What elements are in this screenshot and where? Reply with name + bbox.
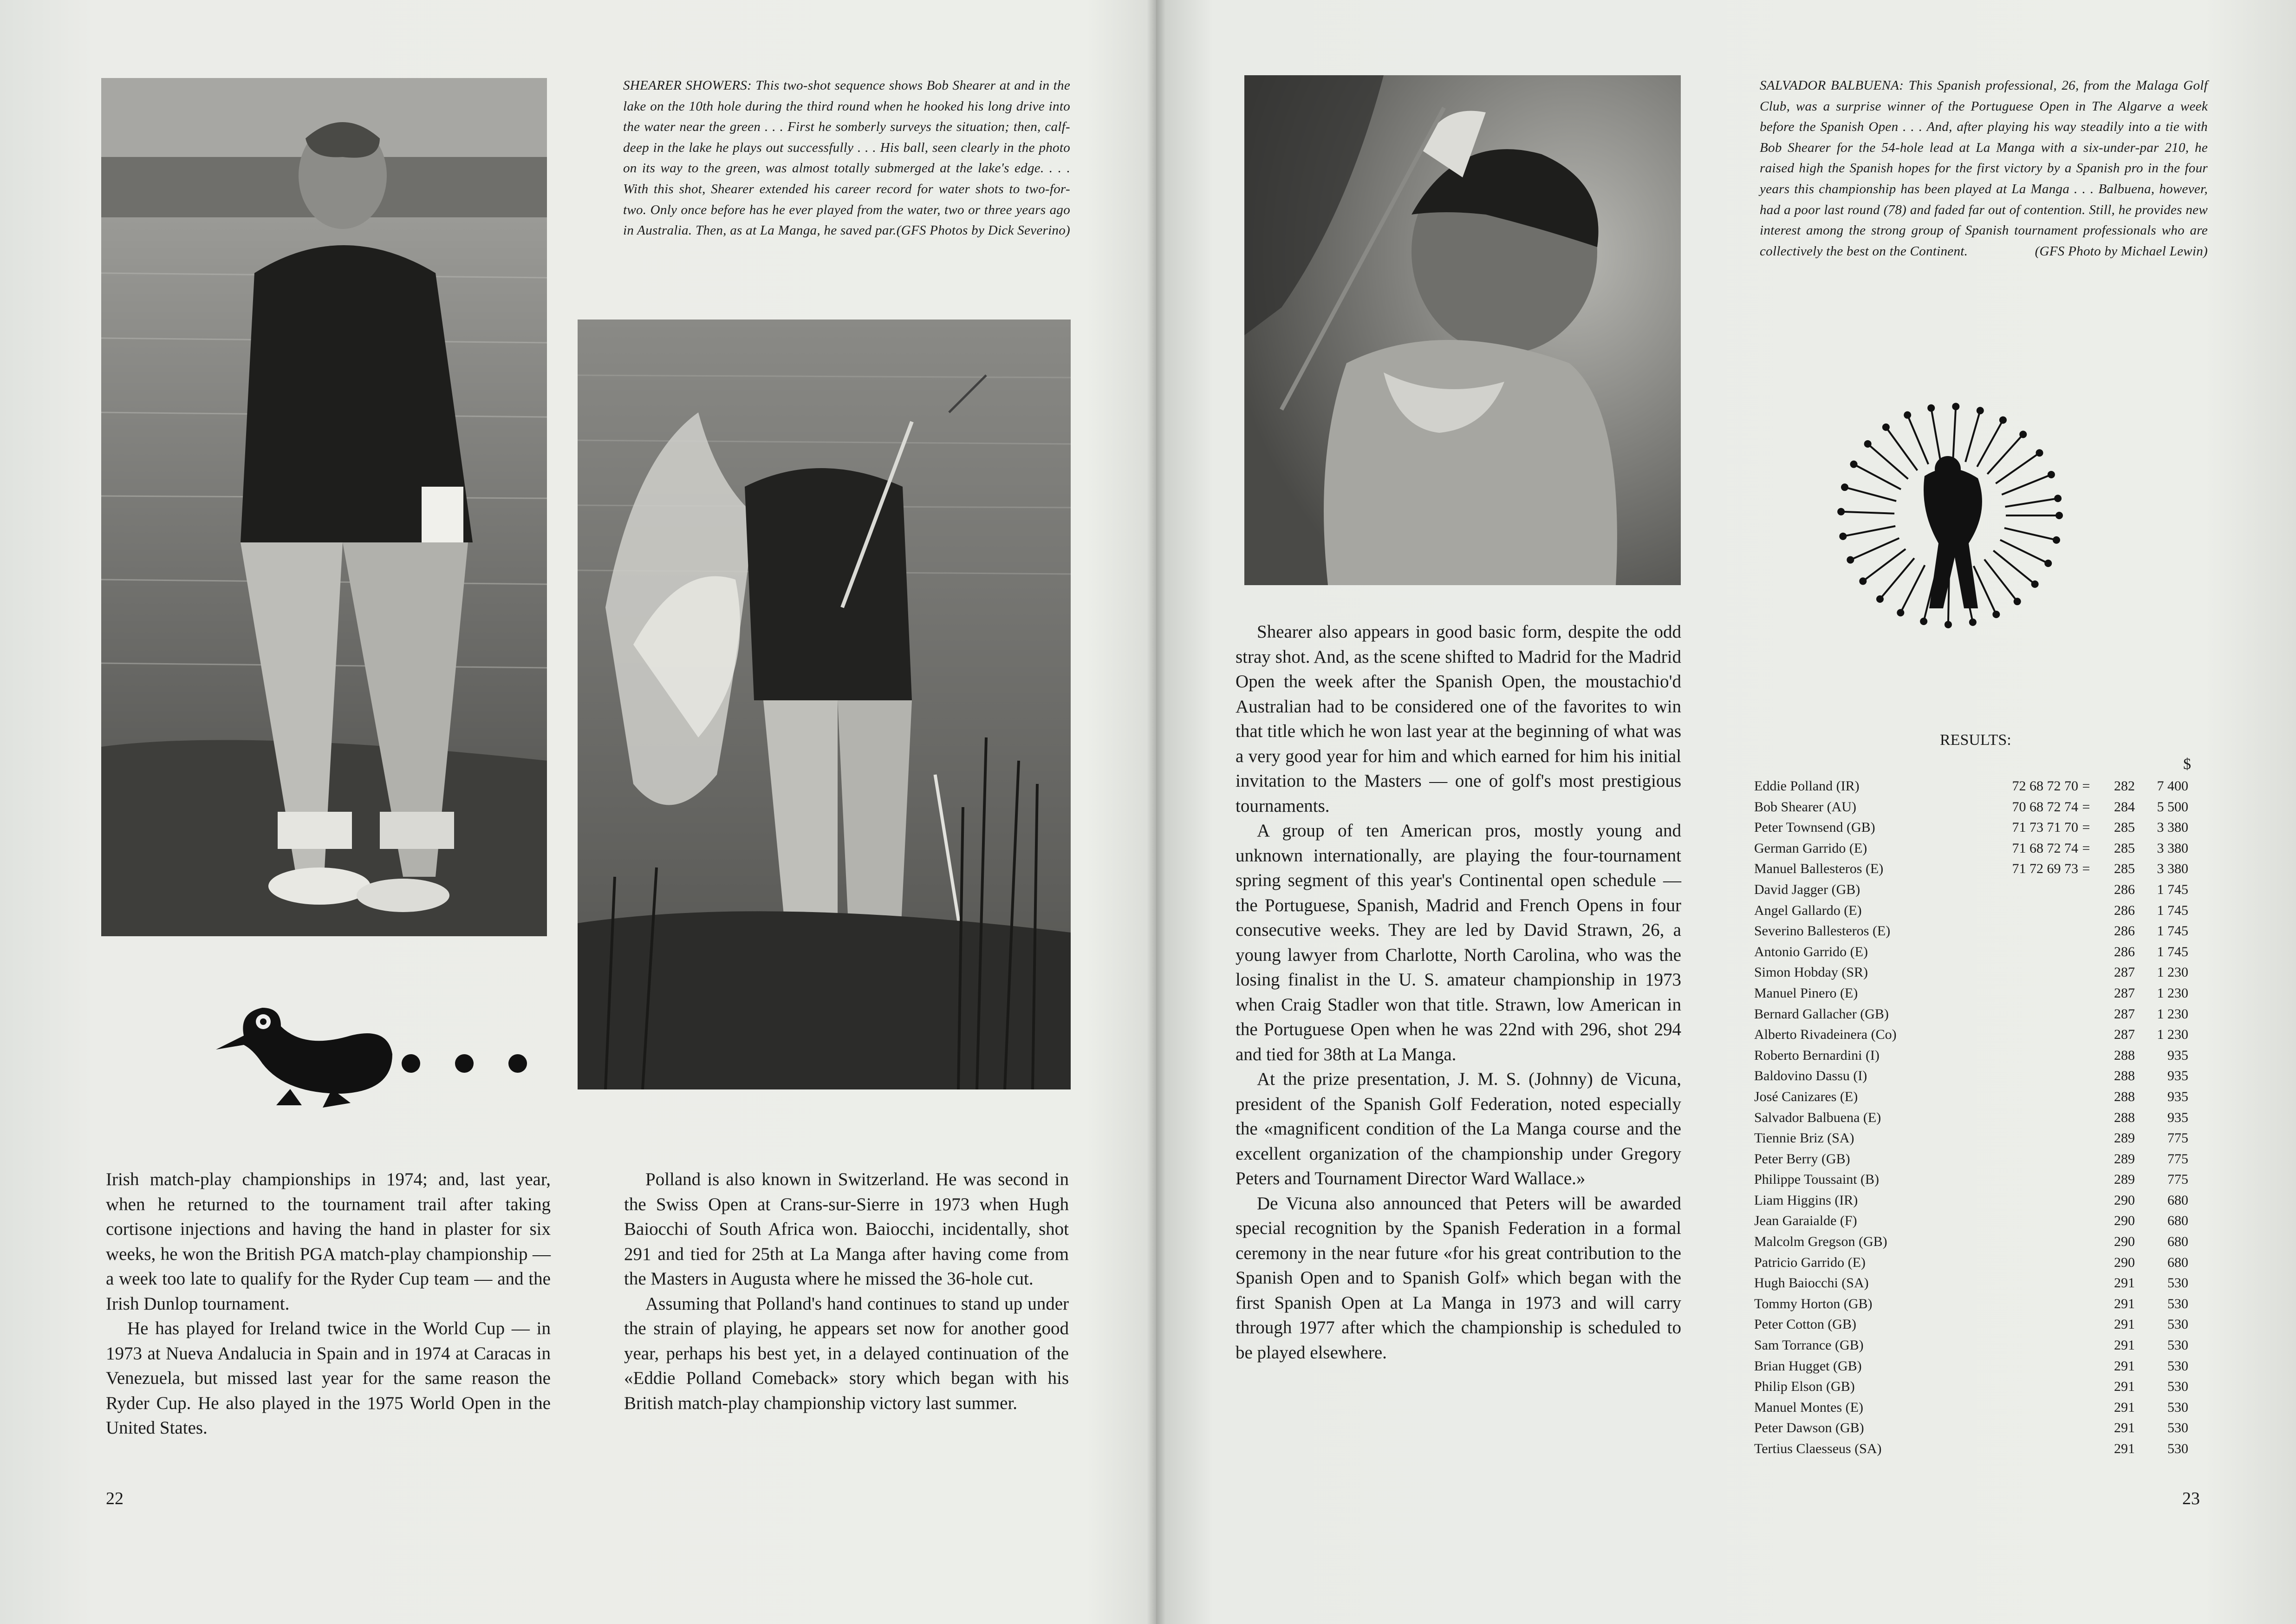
- golfer-swing-icon: [1829, 390, 2071, 632]
- duck-icon: [211, 994, 555, 1110]
- prize-money: 935: [2167, 1047, 2188, 1063]
- round-scores: [1987, 1211, 2079, 1232]
- total-score: 289: [2114, 1130, 2135, 1146]
- table-row: [1754, 1169, 2188, 1190]
- player-name: Peter Berry (GB): [1754, 1151, 1850, 1167]
- left-body-column-2: [624, 1167, 1069, 1415]
- table-row: [1754, 797, 2188, 818]
- prize-money: 1 745: [2157, 923, 2188, 939]
- equals-sign: =: [2082, 799, 2090, 815]
- player-name: Peter Cotton (GB): [1754, 1317, 1856, 1332]
- total-score: 289: [2114, 1172, 2135, 1187]
- prize-money: 530: [2167, 1317, 2188, 1332]
- equals-sign: [2079, 1066, 2093, 1087]
- table-row: [1754, 776, 2188, 797]
- equals-sign: [2079, 1128, 2093, 1149]
- table-row: [1754, 880, 2188, 900]
- player-name: Brian Hugget (GB): [1754, 1358, 1862, 1374]
- table-row: [1754, 921, 2188, 942]
- photo-caption-balbuena: [1760, 75, 2208, 261]
- golf-swing-emblem: [1829, 390, 2071, 632]
- table-row: [1754, 1066, 2188, 1087]
- round-scores: [1987, 1128, 2079, 1149]
- equals-sign: [2079, 1418, 2093, 1439]
- total-score: 286: [2114, 881, 2135, 897]
- player-name: Manuel Pinero (E): [1754, 985, 1858, 1001]
- player-name: Tommy Horton (GB): [1754, 1296, 1873, 1311]
- total-score: 286: [2114, 902, 2135, 918]
- player-name: Severino Ballesteros (E): [1754, 923, 1891, 939]
- player-name: Philippe Toussaint (B): [1754, 1172, 1880, 1187]
- round-scores: [1987, 880, 2079, 900]
- equals-sign: [2079, 1232, 2093, 1252]
- equals-sign: [2079, 1108, 2093, 1128]
- round-scores: [1987, 1108, 2079, 1128]
- table-row: [1754, 1439, 2188, 1460]
- prize-money: 3 380: [2157, 840, 2188, 856]
- equals-sign: [2079, 880, 2093, 900]
- table-row: [1754, 983, 2188, 1004]
- prize-money: 1 745: [2157, 881, 2188, 897]
- round-scores: [1987, 1045, 2079, 1066]
- prize-money: 935: [2167, 1068, 2188, 1084]
- prize-money: 1 230: [2157, 1006, 2188, 1022]
- round-scores: 72 68 72 70: [2012, 778, 2078, 794]
- round-scores: [1987, 1149, 2079, 1170]
- total-score: 287: [2114, 965, 2135, 980]
- player-name: Peter Dawson (GB): [1754, 1420, 1864, 1436]
- prize-money: 3 380: [2157, 820, 2188, 835]
- equals-sign: [2079, 1024, 2093, 1045]
- prize-money: 775: [2167, 1172, 2188, 1187]
- total-score: 288: [2114, 1068, 2135, 1084]
- round-scores: [1987, 1004, 2079, 1025]
- player-name: Angel Gallardo (E): [1754, 902, 1862, 918]
- player-name: Simon Hobday (SR): [1754, 965, 1868, 980]
- table-row: [1754, 1294, 2188, 1315]
- table-row: [1754, 1376, 2188, 1397]
- prize-money: 530: [2167, 1399, 2188, 1415]
- total-score: 290: [2114, 1254, 2135, 1270]
- player-name: Bernard Gallacher (GB): [1754, 1006, 1889, 1022]
- total-score: 285: [2114, 820, 2135, 835]
- equals-sign: [2079, 1004, 2093, 1025]
- player-name: Bob Shearer (AU): [1754, 799, 1856, 815]
- equals-sign: [2079, 1252, 2093, 1273]
- round-scores: [1987, 1190, 2079, 1211]
- player-name: Tertius Claesseus (SA): [1754, 1441, 1882, 1456]
- prize-money: 935: [2167, 1089, 2188, 1104]
- equals-sign: =: [2082, 861, 2090, 877]
- player-name: Liam Higgins (IR): [1754, 1192, 1858, 1208]
- equals-sign: =: [2082, 778, 2090, 794]
- player-name: Manuel Montes (E): [1754, 1399, 1863, 1415]
- prize-money: 1 230: [2157, 965, 2188, 980]
- table-row: [1754, 962, 2188, 983]
- table-row: [1754, 1273, 2188, 1294]
- equals-sign: [2079, 962, 2093, 983]
- prize-money: 680: [2167, 1234, 2188, 1250]
- total-score: 287: [2114, 1006, 2135, 1022]
- total-score: 288: [2114, 1047, 2135, 1063]
- prize-money: 530: [2167, 1275, 2188, 1291]
- results-rows: [1754, 776, 2188, 1460]
- prize-money: 1 230: [2157, 985, 2188, 1001]
- round-scores: [1987, 1232, 2079, 1252]
- player-name: Patricio Garrido (E): [1754, 1254, 1866, 1270]
- player-name: Manuel Ballesteros (E): [1754, 861, 1884, 877]
- total-score: 285: [2114, 840, 2135, 856]
- player-name: Malcolm Gregson (GB): [1754, 1234, 1887, 1250]
- paragraph: He has played for Ireland twice in the World Cup — in 1973 at Nueva Andalucia in Spain and in 1974 at Caracas in Venezuela, but missed last year for the same reason the Ryder Cup. He also played in the 1975 World Open in the United States.: [106, 1318, 551, 1438]
- equals-sign: [2079, 1149, 2093, 1170]
- total-score: 288: [2114, 1089, 2135, 1104]
- equals-sign: [2079, 1294, 2093, 1315]
- prize-money: 680: [2167, 1192, 2188, 1208]
- total-score: 290: [2114, 1213, 2135, 1229]
- table-row: [1754, 1356, 2188, 1377]
- photo-credit: (GFS Photo by Michael Lewin): [2035, 243, 2208, 259]
- paragraph: De Vicuna also announced that Peters will be awarded special recognition by the Spanish Federation in a formal ceremony in the near future «for his great contribution to the Spanish Open and to Spanish Golf» which began with the first Spanish Open at La Manga in 1973 and will carry through 1977 after which the championship is scheduled to be played elsewhere.: [1236, 1193, 1681, 1363]
- total-score: 291: [2114, 1358, 2135, 1374]
- round-scores: [1987, 1066, 2079, 1087]
- player-name: Salvador Balbuena (E): [1754, 1109, 1881, 1125]
- equals-sign: =: [2082, 840, 2090, 856]
- round-scores: [1987, 962, 2079, 983]
- equals-sign: [2079, 1376, 2093, 1397]
- round-scores: [1987, 1418, 2079, 1439]
- total-score: 291: [2114, 1296, 2135, 1311]
- equals-sign: [2079, 900, 2093, 921]
- round-scores: [1987, 1376, 2079, 1397]
- table-row: [1754, 942, 2188, 963]
- equals-sign: [2079, 1356, 2093, 1377]
- page-number: 22: [106, 1489, 124, 1508]
- player-name: German Garrido (E): [1754, 840, 1867, 856]
- photo-shearer-surveying: [101, 78, 547, 936]
- total-score: 286: [2114, 944, 2135, 959]
- round-scores: [1987, 1024, 2079, 1045]
- total-score: 291: [2114, 1399, 2135, 1415]
- round-scores: [1987, 983, 2079, 1004]
- caption-text: SHEARER SHOWERS: This two-shot sequence shows Bob Shearer at and in the lake on the 10th hole during the third round when he hooked his long drive into the water near the green . . . First he somberly surveys the situation; then, calf-deep in the lake he plays out successfully . . . His ball, seen clearly in the photo on its way to the green, was almost totally submerged at the lake's edge. . . . With this shot, Shearer extended his career record for water shots to two-for-two. Only once before has he ever played from the water, two or three years ago in Australia. Then, as at La Manga, he saved par.: [623, 78, 1070, 238]
- total-score: 285: [2114, 861, 2135, 877]
- player-name: Peter Townsend (GB): [1754, 820, 1875, 835]
- prize-money: 530: [2167, 1441, 2188, 1456]
- equals-sign: [2079, 942, 2093, 963]
- round-scores: [1987, 942, 2079, 963]
- total-score: 287: [2114, 1027, 2135, 1043]
- table-row: [1754, 1335, 2188, 1356]
- prize-money: 1 745: [2157, 902, 2188, 918]
- paragraph: Polland is also known in Switzerland. He was second in the Swiss Open at Crans-sur-Sierre in 1973 when Hugh Baiocchi of South Africa won. Baiocchi, incidentally, shot 291 and tied for 25th at La Manga after having come from the Masters in Augusta where he missed the 36-hole cut.: [624, 1169, 1069, 1289]
- results-title: RESULTS:: [1940, 731, 2011, 749]
- photo-shearer-water-shot: [578, 320, 1071, 1089]
- paragraph: Irish match-play championships in 1974; and, last year, when he returned to the tournament trail after taking cortisone injections and having the hand in plaster for six weeks, he won the British PGA match-play championship — a week too late to qualify for the Ryder Cup team — and the Irish Dunlop tournament.: [106, 1169, 551, 1314]
- total-score: 282: [2114, 778, 2135, 794]
- prize-money: 935: [2167, 1109, 2188, 1125]
- equals-sign: [2079, 1397, 2093, 1418]
- player-name: Baldovino Dassu (I): [1754, 1068, 1867, 1084]
- photo-credit: (GFS Photos by Dick Severino): [896, 223, 1070, 238]
- prize-money: 530: [2167, 1379, 2188, 1395]
- table-row: [1754, 817, 2188, 838]
- table-row: [1754, 900, 2188, 921]
- round-scores: [1987, 1356, 2079, 1377]
- prize-money: 1 230: [2157, 1027, 2188, 1043]
- equals-sign: =: [2082, 820, 2090, 835]
- table-row: [1754, 1314, 2188, 1335]
- round-scores: [1987, 1169, 2079, 1190]
- table-row: [1754, 1128, 2188, 1149]
- total-score: 291: [2114, 1317, 2135, 1332]
- prize-money: 775: [2167, 1130, 2188, 1146]
- table-row: [1754, 1190, 2188, 1211]
- table-row: [1754, 1149, 2188, 1170]
- player-name: Hugh Baiocchi (SA): [1754, 1275, 1869, 1291]
- total-score: 286: [2114, 923, 2135, 939]
- round-scores: [1987, 1273, 2079, 1294]
- player-name: Eddie Polland (IR): [1754, 778, 1860, 794]
- total-score: 291: [2114, 1337, 2135, 1353]
- table-row: [1754, 1045, 2188, 1066]
- table-row: [1754, 1108, 2188, 1128]
- player-name: Roberto Bernardini (I): [1754, 1047, 1880, 1063]
- table-row: [1754, 838, 2188, 859]
- table-row: [1754, 1087, 2188, 1108]
- table-row: [1754, 1232, 2188, 1252]
- prize-money: 530: [2167, 1358, 2188, 1374]
- total-score: 290: [2114, 1192, 2135, 1208]
- equals-sign: [2079, 921, 2093, 942]
- paragraph: Shearer also appears in good basic form, despite the odd stray shot. And, as the scene shifted to Madrid for the Madrid Open the week after the Spanish Open, the moustachio'd Australian had to be considered one of the favorites to win that title which he won last year at the beginning of what was a very good year for him and which earned for him his initial invitation to the Masters — one of golf's most prestigious tournaments.: [1236, 622, 1681, 816]
- prize-money: 680: [2167, 1254, 2188, 1270]
- photo-balbuena: [1244, 75, 1681, 585]
- equals-sign: [2079, 1335, 2093, 1356]
- round-scores: 70 68 72 74: [2012, 799, 2078, 815]
- caption-text: SALVADOR BALBUENA: This Spanish professional, 26, from the Malaga Golf Club, was a surprise winner of the Portuguese Open in The Algarve a week before the Spanish Open . . . And, after playing his way steadily into a tie with Bob Shearer for the 54-hole lead at La Manga with a six-under-par 210, he raised high the Spanish hopes for the first victory by a Spanish pro in the four years this championship has been played at La Manga . . . Balbuena, however, had a poor last round (78) and faded far out of contention. Still, he provides new interest among the strong group of Spanish tournament professionals who are collectively the best on the Continent.: [1760, 78, 2208, 259]
- total-score: 284: [2114, 799, 2135, 815]
- prize-money: 7 400: [2157, 778, 2188, 794]
- total-score: 288: [2114, 1109, 2135, 1125]
- equals-sign: [2079, 1273, 2093, 1294]
- player-name: Alberto Rivadeinera (Co): [1754, 1027, 1897, 1043]
- total-score: 291: [2114, 1275, 2135, 1291]
- total-score: 291: [2114, 1441, 2135, 1456]
- prize-money: 3 380: [2157, 861, 2188, 877]
- equals-sign: [2079, 1169, 2093, 1190]
- table-row: [1754, 859, 2188, 880]
- table-row: [1754, 1418, 2188, 1439]
- round-scores: [1987, 1397, 2079, 1418]
- total-score: 289: [2114, 1151, 2135, 1167]
- total-score: 287: [2114, 985, 2135, 1001]
- photo-caption-shearer: [623, 75, 1070, 241]
- total-score: 291: [2114, 1379, 2135, 1395]
- round-scores: [1987, 1294, 2079, 1315]
- round-scores: 71 68 72 74: [2012, 840, 2078, 856]
- equals-sign: [2079, 1190, 2093, 1211]
- player-name: Sam Torrance (GB): [1754, 1337, 1864, 1353]
- paragraph: Assuming that Polland's hand continues to stand up under the strain of playing, he appears set now for another good year, perhaps his best yet, in a delayed continuation of the «Eddie Polland Comeback» story which began with his British match-play championship victory last summer.: [624, 1293, 1069, 1413]
- prize-money: 530: [2167, 1296, 2188, 1311]
- prize-money: 1 745: [2157, 944, 2188, 959]
- total-score: 290: [2114, 1234, 2135, 1250]
- table-row: [1754, 1397, 2188, 1418]
- equals-sign: [2079, 1314, 2093, 1335]
- total-score: 291: [2114, 1420, 2135, 1436]
- player-name: Philip Elson (GB): [1754, 1379, 1855, 1395]
- round-scores: [1987, 921, 2079, 942]
- round-scores: 71 72 69 73: [2012, 861, 2078, 877]
- round-scores: 71 73 71 70: [2012, 820, 2078, 835]
- player-name: Antonio Garrido (E): [1754, 944, 1868, 959]
- player-name: José Canizares (E): [1754, 1089, 1858, 1104]
- round-scores: [1987, 1335, 2079, 1356]
- table-row: [1754, 1004, 2188, 1025]
- currency-header: $: [2183, 756, 2191, 773]
- right-body-column: [1236, 620, 1681, 1365]
- round-scores: [1987, 1439, 2079, 1460]
- round-scores: [1987, 1314, 2079, 1335]
- round-scores: [1987, 1252, 2079, 1273]
- equals-sign: [2079, 1045, 2093, 1066]
- prize-money: 680: [2167, 1213, 2188, 1229]
- spine-gutter: [1147, 0, 1165, 1624]
- prize-money: 5 500: [2157, 799, 2188, 815]
- prize-money: 530: [2167, 1337, 2188, 1353]
- equals-sign: [2079, 1211, 2093, 1232]
- paragraph: At the prize presentation, J. M. S. (Johnny) de Vicuna, president of the Spanish Golf Federation, noted especially the «magnificent condition of the La Manga course and the excellent organization of the championship under Gregory Peters and Tournament Director Ward Wallace.»: [1236, 1069, 1681, 1188]
- prize-money: 530: [2167, 1420, 2188, 1436]
- equals-sign: [2079, 1087, 2093, 1108]
- player-name: Jean Garaialde (F): [1754, 1213, 1857, 1229]
- table-row: [1754, 1211, 2188, 1232]
- equals-sign: [2079, 1439, 2093, 1460]
- equals-sign: [2079, 983, 2093, 1004]
- left-body-column-1: [106, 1167, 551, 1441]
- duck-ornament: [211, 994, 555, 1110]
- prize-money: 775: [2167, 1151, 2188, 1167]
- table-row: [1754, 1252, 2188, 1273]
- round-scores: [1987, 900, 2079, 921]
- paragraph: A group of ten American pros, mostly young and unknown internationally, are playing the four-tournament spring segment of this year's Continental open schedule — the Portuguese, Spanish, Madrid and French Opens in four consecutive weeks. They are led by David Strawn, 26, a young lawyer from Charlotte, North Carolina, who was the losing finalist in the U. S. amateur championship in 1973 when Craig Stadler won that title. Strawn, low American in the Portuguese Open when he was 22nd with 296, shot 294 and tied for 38th at La Manga.: [1236, 821, 1681, 1064]
- player-name: David Jagger (GB): [1754, 881, 1860, 897]
- player-name: Tiennie Briz (SA): [1754, 1130, 1854, 1146]
- table-row: [1754, 1024, 2188, 1045]
- page-number: 23: [2182, 1489, 2200, 1508]
- round-scores: [1987, 1087, 2079, 1108]
